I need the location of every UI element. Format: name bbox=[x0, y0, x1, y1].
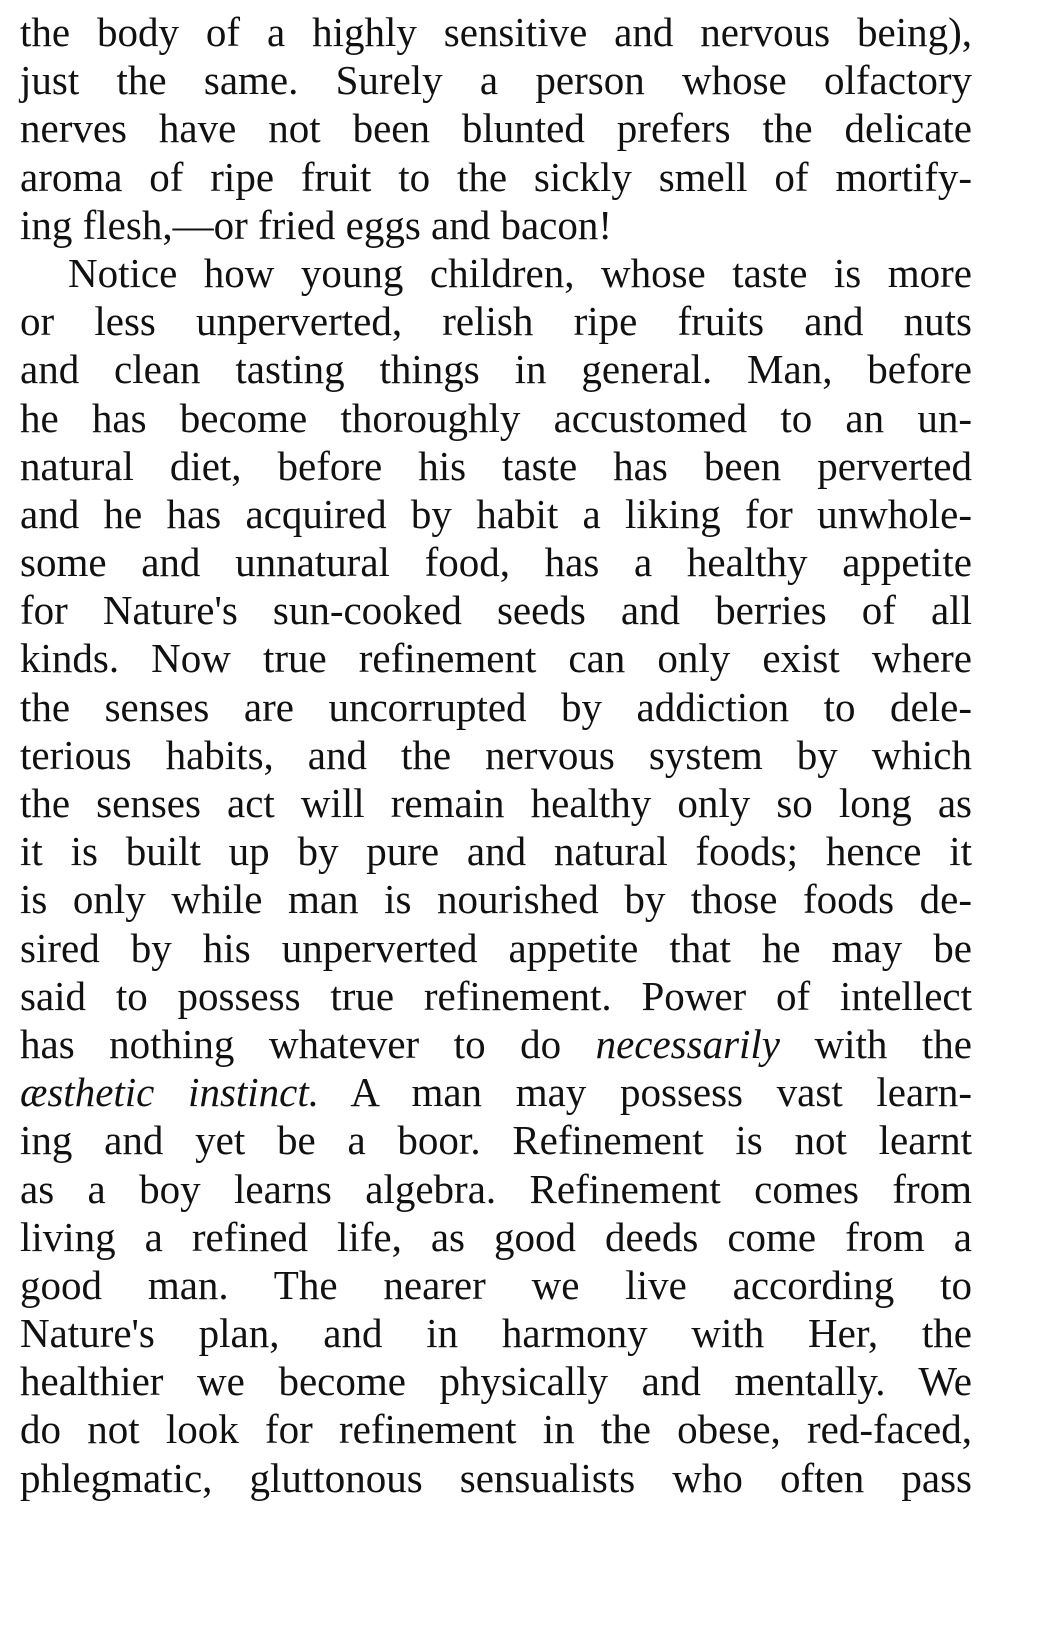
text-line: do not look for refinement in the obese, red-faced, bbox=[20, 1406, 972, 1453]
text-line: nerves have not been blunted prefers the delicate bbox=[20, 105, 972, 152]
text-line: just the same. Surely a person whose olfactory bbox=[20, 57, 972, 104]
italic-text: necessarily bbox=[595, 1020, 781, 1067]
text-line: is only while man is nourished by those foods de- bbox=[20, 876, 972, 923]
text-span: has nothing whatever to do bbox=[20, 1020, 596, 1067]
text-line: it is built up by pure and natural foods; hence it bbox=[20, 828, 972, 875]
text-line: or less unperverted, relish ripe fruits and nuts bbox=[20, 298, 972, 345]
text-line: living a refined life, as good deeds come from a bbox=[20, 1213, 972, 1260]
text-line: he has become thoroughly accustomed to an un- bbox=[20, 394, 972, 441]
text-span: A man may possess vast learn- bbox=[319, 1069, 972, 1116]
text-line: for Nature's sun-cooked seeds and berries of all bbox=[20, 587, 972, 634]
text-line: good man. The nearer we live according to bbox=[20, 1261, 972, 1308]
text-span: with the bbox=[780, 1020, 972, 1067]
italic-text: æsthetic instinct. bbox=[20, 1069, 320, 1116]
text-line: said to possess true refinement. Power of intellect bbox=[20, 972, 972, 1019]
text-line: phlegmatic, gluttonous sensualists who often pass bbox=[20, 1454, 972, 1501]
paragraph-start-line: Notice how young children, whose taste is more bbox=[68, 249, 972, 296]
text-line: healthier we become physically and mentally. We bbox=[20, 1358, 972, 1405]
text-line: as a boy learns algebra. Refinement comes from bbox=[20, 1165, 972, 1212]
text-line: natural diet, before his taste has been perverted bbox=[20, 442, 972, 489]
text-line: kinds. Now true refinement can only exist where bbox=[20, 635, 972, 682]
text-line-with-italic bbox=[20, 1020, 972, 1068]
text-line: Nature's plan, and in harmony with Her, the bbox=[20, 1310, 972, 1357]
text-line: ing flesh,—or fried eggs and bacon! bbox=[20, 201, 613, 248]
text-line-with-italic bbox=[20, 1068, 972, 1116]
text-line: some and unnatural food, has a healthy appetite bbox=[20, 539, 972, 586]
text-line: the senses are uncorrupted by addiction to dele- bbox=[20, 683, 972, 730]
text-line: the senses act will remain healthy only so long as bbox=[20, 780, 972, 826]
text-line: sired by his unperverted appetite that he may be bbox=[20, 924, 972, 971]
text-line: terious habits, and the nervous system by which bbox=[20, 731, 972, 778]
text-line: ing and yet be a boor. Refinement is not learnt bbox=[20, 1117, 972, 1164]
text-line: and he has acquired by habit a liking for unwhole- bbox=[20, 490, 972, 537]
text-line: aroma of ripe fruit to the sickly smell of mortify- bbox=[20, 153, 972, 200]
text-line: and clean tasting things in general. Man, before bbox=[20, 346, 972, 393]
text-line: the body of a highly sensitive and nervous being), bbox=[20, 9, 972, 55]
book-page bbox=[20, 8, 972, 1502]
